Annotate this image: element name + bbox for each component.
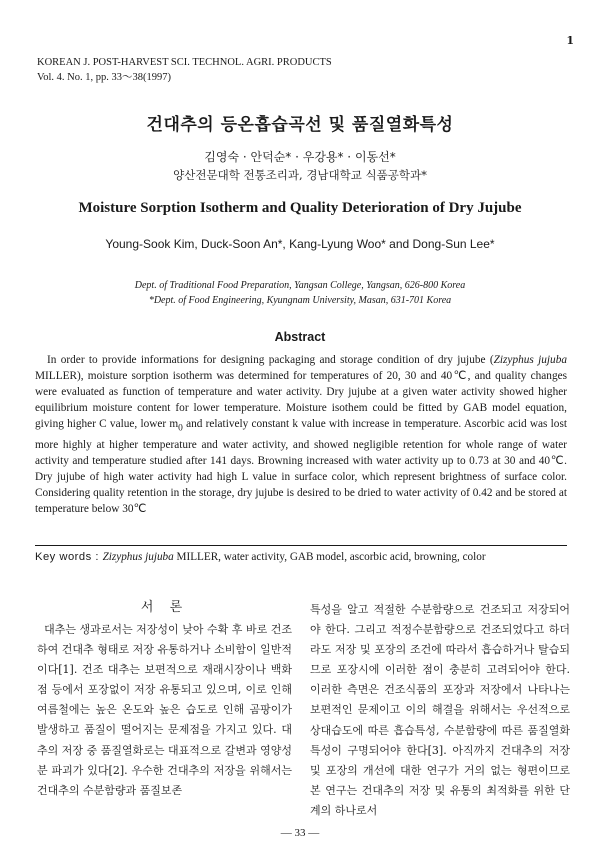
section-heading-introduction: 서 론	[140, 600, 189, 615]
journal-header	[37, 55, 332, 85]
keywords-label: Key words :	[35, 551, 103, 563]
keywords-rest: MILLER, water activity, GAB model, ascorbic acid, browning, color	[173, 551, 486, 563]
title-english: Moisture Sorption Isotherm and Quality Deterioration of Dry Jujube	[78, 200, 522, 216]
keywords-species: Zizyphus jujuba	[102, 551, 174, 563]
abstract-heading: Abstract	[274, 330, 326, 344]
affiliation-1: Dept. of Traditional Food Preparation, Yangsan College, Yangsan, 626-800 Korea	[134, 280, 466, 291]
page-footer-number: — 33 —	[280, 827, 320, 839]
journal-volume: Vol. 4. No. 1, pp. 33～38(1997)	[37, 72, 171, 83]
keywords-divider	[35, 545, 567, 546]
affiliation-korean: 양산전문대학 전통조리과, 경남대학교 식품공학과*	[173, 168, 427, 182]
affiliations-english	[0, 278, 600, 308]
abstract-part-2: MILLER), moisture sorption isotherm was determined for temperatures of 20, 30 and 40℃, and quality changes were evaluated as function of temperature and water activity. Dry jujube at a given water activity showed higher equilibrium moisture content for lower temperature. Moisture isothem could be fitted by GAB model equation, giving higher C value, lower m	[35, 370, 567, 431]
abstract-species: Zizyphus jujuba	[493, 354, 567, 366]
body-right-paragraph: 특성을 알고 적절한 수분함량으로 건조되고 저장되어야 한다. 그리고 적정수분함량으로 건조되었다고 하더라도 저장 및 포장의 조건에 따라서 흡습하거나 탈습되므로 포장시에 이러한 점이 충분히 고려되어야 한다. 이러한 측면은 건조식품의 포장과 저장에서 나타나는 보편적인 문제이고 이의 해결을 위해서는 우선적으로 상대습도에 따른 흡습특성, 수분함량에 따른 품질열화특성이 구명되어야 한다[3]. 아직까지 건대추의 저장 및 포장의 개선에 대한 연구가 거의 없는 형편이므로 본 연구는 건대추의 저장 및 유통의 최적화를 위한 단계의 하나로서	[310, 603, 570, 817]
abstract-part-1: In order to provide informations for designing packaging and storage condition of dry jujube (	[47, 354, 494, 366]
body-column-right	[310, 600, 570, 821]
page-corner-number: 1	[566, 34, 574, 47]
title-korean: 건대추의 등온흡습곡선 및 품질열화특성	[146, 115, 454, 135]
body-column-left	[37, 620, 292, 801]
abstract-text	[35, 352, 567, 517]
body-left-paragraph: 대추는 생과로서는 저장성이 낮아 수확 후 바로 건조하여 건대추 형태로 저장 유통하거나 소비함이 일반적이다[1]. 건조 대추는 보편적으로 재래시장이나 백화점 등에서 포장없이 저장 유통되고 있으며, 이로 인해 여름철에는 높은 온도와 높은 습도로 인해 곰팡이가 발생하고 품질이 떨어지는 문제점을 가지고 있다. 대추의 저장 중 품질열화로는 대표적으로 갈변과 영양성분 파괴가 있다[2]. 우수한 건대추의 저장을 위해서는 건대추의 수분함량과 품질보존	[37, 623, 292, 797]
abstract-part-3: and relatively constant k value with increase in temperature. Ascorbic acid was lost more highly at higher temperature and water activity, and showed negligible retention for whole range of water activity and temperature studied after 141 days. Browning increased with water activity up to 0.73 at 30 and 40℃. Dry jujube of high water activity had high L value in surface color, which represent brightness of surface color. Considering quality retention in the storage, dry jujube is desired to be dried to water activity of 0.42 and be stored at temperature below 30℃	[35, 418, 567, 516]
affiliation-2: *Dept. of Food Engineering, Kyungnam University, Masan, 631-701 Korea	[148, 295, 452, 306]
authors-korean: 김영숙 · 안덕순* · 우강용* · 이동선*	[204, 150, 396, 164]
journal-name: KOREAN J. POST-HARVEST SCI. TECHNOL. AGRI. PRODUCTS	[37, 57, 332, 68]
authors-english: Young-Sook Kim, Duck-Soon An*, Kang-Lyung Woo* and Dong-Sun Lee*	[105, 237, 495, 251]
abstract-subscript: 0	[178, 423, 183, 434]
keywords	[35, 551, 575, 563]
